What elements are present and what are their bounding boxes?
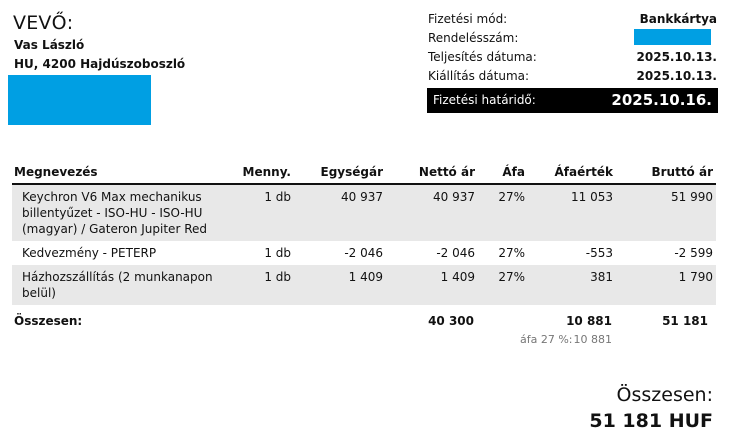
fulfillment-date-value: 2025.10.13. <box>636 50 717 64</box>
header-unit-price: Egységár <box>294 160 386 184</box>
item-unit-price: 40 937 <box>294 184 386 241</box>
vat-breakdown-value: 10 881 <box>573 333 612 346</box>
payment-method-value: Bankkártya <box>639 12 717 26</box>
item-qty: 1 db <box>224 184 294 241</box>
items-table <box>12 160 716 305</box>
item-qty: 1 db <box>224 265 294 305</box>
item-net-price: -2 046 <box>436 246 475 260</box>
header-name: Megnevezés <box>12 160 224 184</box>
header-gross-price: Bruttó ár <box>616 160 716 184</box>
grand-total-label: Összesen: <box>616 384 713 406</box>
table-row <box>12 265 716 305</box>
issue-date-value: 2025.10.13. <box>636 69 717 83</box>
item-unit-price: 1 409 <box>294 265 386 305</box>
header-vat: Áfa <box>478 160 528 184</box>
redacted-block <box>8 75 151 125</box>
due-date-label: Fizetési határidő: <box>433 93 536 107</box>
item-net-price: 1 409 <box>386 265 478 305</box>
item-gross-price: -2 599 <box>674 246 713 260</box>
fulfillment-date-row <box>428 50 717 68</box>
table-row <box>12 241 716 265</box>
order-number-label: Rendelésszám: <box>428 31 519 45</box>
buyer-label: VEVŐ: <box>13 12 74 34</box>
payment-method-row <box>428 12 717 30</box>
redacted-order-number <box>634 29 711 45</box>
item-vat-amount: 381 <box>528 265 616 305</box>
header-qty: Menny. <box>224 160 294 184</box>
item-vat-amount: -553 <box>585 246 613 260</box>
item-unit-price: -2 046 <box>344 246 383 260</box>
header-vat-amount: Áfaérték <box>528 160 616 184</box>
vat-breakdown-label: áfa 27 %: <box>520 333 573 346</box>
buyer-name: Vas László <box>14 38 85 52</box>
totals-label: Összesen: <box>14 314 83 328</box>
due-date-box <box>427 88 718 113</box>
issue-date-row <box>428 69 717 87</box>
payment-method-label: Fizetési mód: <box>428 12 508 26</box>
grand-total-value: 51 181 HUF <box>589 410 713 432</box>
totals-vat-amount: 10 881 <box>566 314 612 328</box>
item-vat-amount: 11 053 <box>528 184 616 241</box>
fulfillment-date-label: Teljesítés dátuma: <box>428 50 537 64</box>
item-vat: 27% <box>478 184 528 241</box>
totals-gross: 51 181 <box>662 314 708 328</box>
header-net-price: Nettó ár <box>386 160 478 184</box>
item-name: Keychron V6 Max mechanikus billentyűzet - ISO-HU - ISO-HU (magyar) / Gateron Jupiter Red <box>12 184 224 241</box>
item-name: Kedvezmény - PETERP <box>22 246 157 260</box>
item-gross-price: 51 990 <box>616 184 716 241</box>
item-net-price: 40 937 <box>386 184 478 241</box>
totals-net: 40 300 <box>428 314 474 328</box>
item-qty: 1 db <box>264 246 291 260</box>
buyer-address: HU, 4200 Hajdúszoboszló <box>14 57 186 71</box>
issue-date-label: Kiállítás dátuma: <box>428 69 530 83</box>
item-gross-price: 1 790 <box>616 265 716 305</box>
totals-row <box>12 314 716 332</box>
table-row <box>12 184 716 241</box>
table-header-row <box>12 160 716 184</box>
item-vat: 27% <box>478 265 528 305</box>
due-date-value: 2025.10.16. <box>611 91 712 109</box>
item-vat: 27% <box>498 246 525 260</box>
item-name: Házhozszállítás (2 munkanapon belül) <box>12 265 224 305</box>
